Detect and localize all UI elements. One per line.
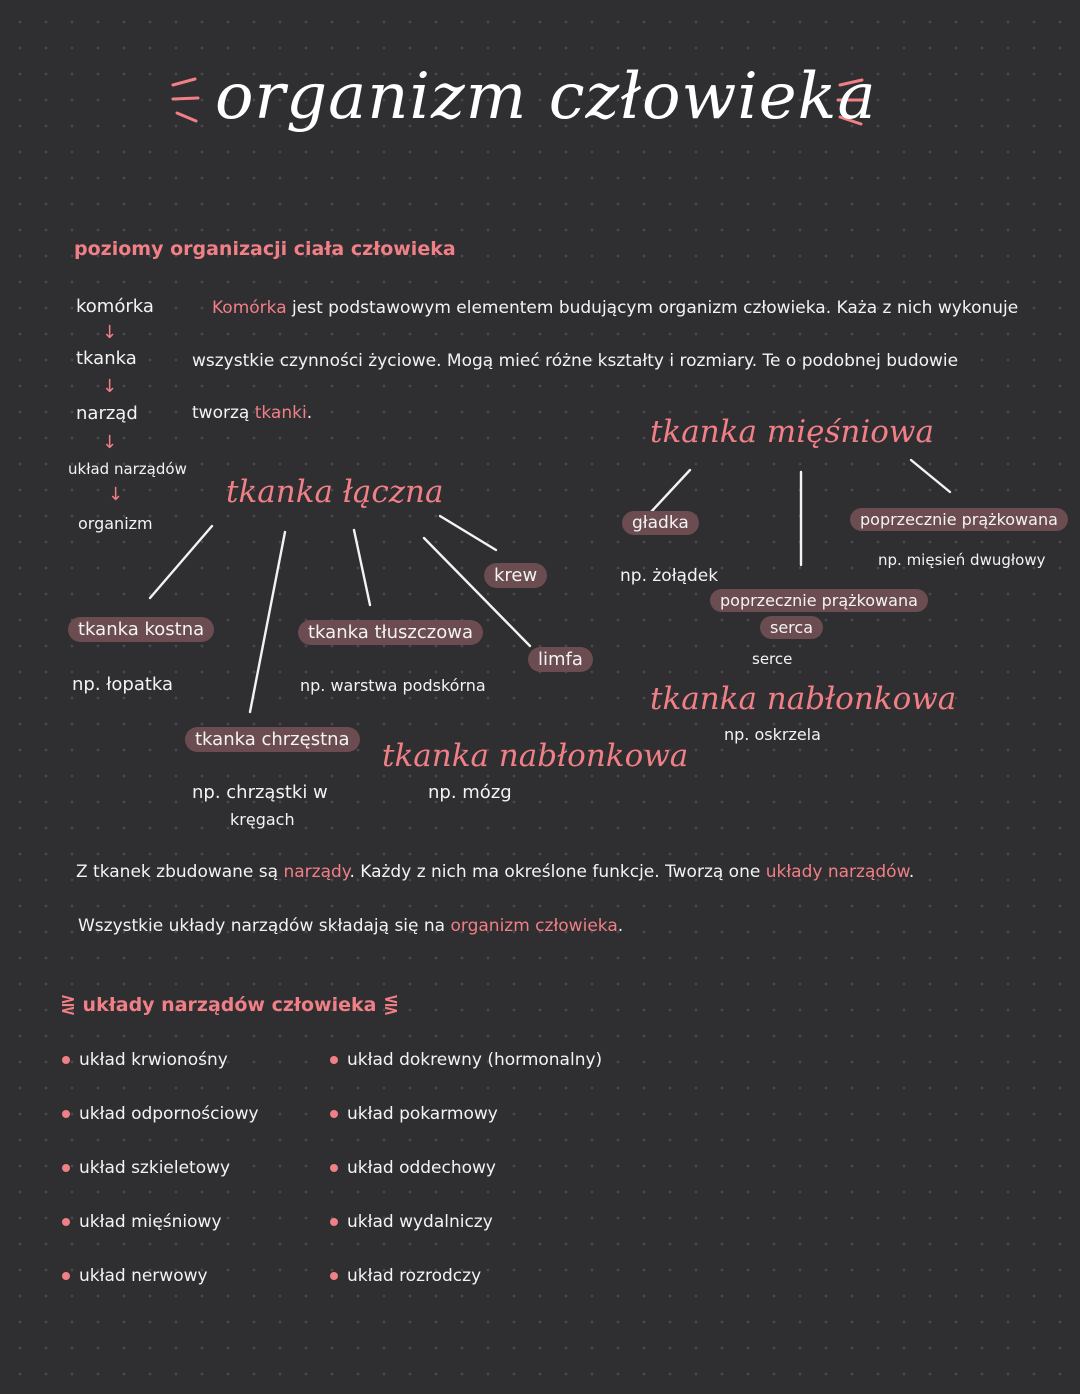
summary-text: . Każdy z nich ma określone funkcje. Tworzą one: [349, 862, 761, 882]
system-item-label: układ nerwowy: [79, 1266, 208, 1286]
bullet-icon: [62, 1056, 70, 1064]
epithelial-example: np. oskrzela: [724, 725, 821, 744]
cartilage-example-cont: kręgach: [230, 810, 295, 829]
system-item-label: układ odpornościowy: [79, 1104, 259, 1124]
blood-label: krew: [484, 563, 547, 588]
intro-period: .: [306, 403, 313, 423]
level-cell: komórka: [76, 296, 154, 317]
down-arrow-icon: ↓: [102, 376, 118, 397]
system-item: [62, 1050, 228, 1070]
striated-muscle-label: poprzecznie prążkowana: [850, 508, 1068, 531]
tissues-highlight: tkanki: [254, 403, 307, 423]
organism-highlight: organizm człowieka: [450, 916, 618, 936]
muscle-tissue-heading: tkanka mięśniowa: [650, 414, 934, 450]
level-tissue: tkanka: [76, 348, 137, 369]
organ-systems-highlight: układy narządów: [765, 862, 909, 882]
bullet-icon: [330, 1056, 338, 1064]
fat-tissue-label: tkanka tłuszczowa: [298, 620, 483, 645]
system-item-label: układ mięśniowy: [79, 1212, 222, 1232]
intro-text: jest podstawowym elementem budującym organizm człowieka. Każa z nich wykonuje: [292, 298, 1019, 318]
cardiac-muscle-label-2: serca: [760, 616, 823, 639]
system-item: [62, 1104, 259, 1124]
system-item-label: układ oddechowy: [347, 1158, 496, 1178]
level-organ-system: układ narządów: [68, 460, 187, 478]
organs-highlight: narządy: [283, 862, 350, 882]
intro-line-1: [212, 298, 1018, 318]
level-organ: narząd: [76, 403, 138, 424]
summary-line-2: [78, 916, 623, 936]
bone-tissue-label: tkanka kostna: [68, 617, 214, 642]
system-item: [330, 1212, 493, 1232]
system-item-label: układ pokarmowy: [347, 1104, 498, 1124]
down-arrow-icon: ↓: [102, 432, 118, 453]
intro-line-2: wszystkie czynności życiowe. Mogą mieć różne kształty i rozmiary. Te o podobnej budowie: [192, 351, 959, 371]
page-title: organizm człowieka: [215, 60, 877, 134]
intro-line-3: [192, 403, 312, 423]
cardiac-muscle-example: serce: [752, 650, 793, 668]
cartilage-example: np. chrząstki w: [192, 782, 328, 803]
systems-heading-text: układy narządów człowieka: [82, 994, 377, 1016]
bullet-icon: [62, 1272, 70, 1280]
smooth-muscle-label: gładka: [622, 511, 699, 535]
bullet-icon: [330, 1218, 338, 1226]
bullet-icon: [62, 1110, 70, 1118]
summary-text: Z tkanek zbudowane są: [76, 862, 279, 882]
fat-example: np. warstwa podskórna: [300, 676, 486, 695]
system-item: [330, 1050, 602, 1070]
system-item-label: układ rozrodczy: [347, 1266, 482, 1286]
summary-period: .: [908, 862, 915, 882]
nerve-example: np. mózg: [428, 782, 512, 803]
decor-left-icon: ⋛: [60, 994, 76, 1016]
down-arrow-icon: ↓: [102, 322, 118, 343]
system-item: [330, 1158, 496, 1178]
cardiac-muscle-label: poprzecznie prążkowana: [710, 589, 928, 612]
lymph-label: limfa: [528, 647, 593, 672]
cartilage-tissue-label: tkanka chrzęstna: [185, 727, 360, 752]
bone-example: np. łopatka: [72, 674, 174, 695]
level-organism: organizm: [78, 514, 153, 533]
bullet-icon: [62, 1164, 70, 1172]
system-item: [330, 1104, 498, 1124]
nerve-tissue-heading: tkanka nabłonkowa: [382, 738, 689, 774]
summary-text: Wszystkie układy narządów składają się na: [78, 916, 446, 936]
bullet-icon: [62, 1218, 70, 1226]
bullet-icon: [330, 1110, 338, 1118]
striated-muscle-example: np. mięsień dwugłowy: [878, 551, 1046, 569]
systems-heading: [60, 994, 399, 1016]
system-item-label: układ szkieletowy: [79, 1158, 231, 1178]
levels-heading: poziomy organizacji ciała człowieka: [74, 238, 456, 260]
decor-right-icon: ⋚: [383, 994, 399, 1016]
system-item: [62, 1158, 230, 1178]
summary-line-1: [76, 862, 914, 882]
connective-tissue-heading: tkanka łączna: [226, 474, 444, 510]
system-item-label: układ krwionośny: [79, 1050, 228, 1070]
epithelial-tissue-heading: tkanka nabłonkowa: [650, 681, 957, 717]
bullet-icon: [330, 1272, 338, 1280]
system-item: [62, 1212, 222, 1232]
bullet-icon: [330, 1164, 338, 1172]
system-item: [330, 1266, 481, 1286]
smooth-muscle-example: np. żołądek: [620, 566, 719, 586]
summary-period: .: [617, 916, 624, 936]
system-item-label: układ dokrewny (hormonalny): [347, 1050, 603, 1070]
down-arrow-icon: ↓: [108, 484, 124, 505]
system-item-label: układ wydalniczy: [347, 1212, 493, 1232]
system-item: [62, 1266, 208, 1286]
intro-text: tworzą: [192, 403, 250, 423]
cell-highlight: Komórka: [212, 298, 287, 318]
